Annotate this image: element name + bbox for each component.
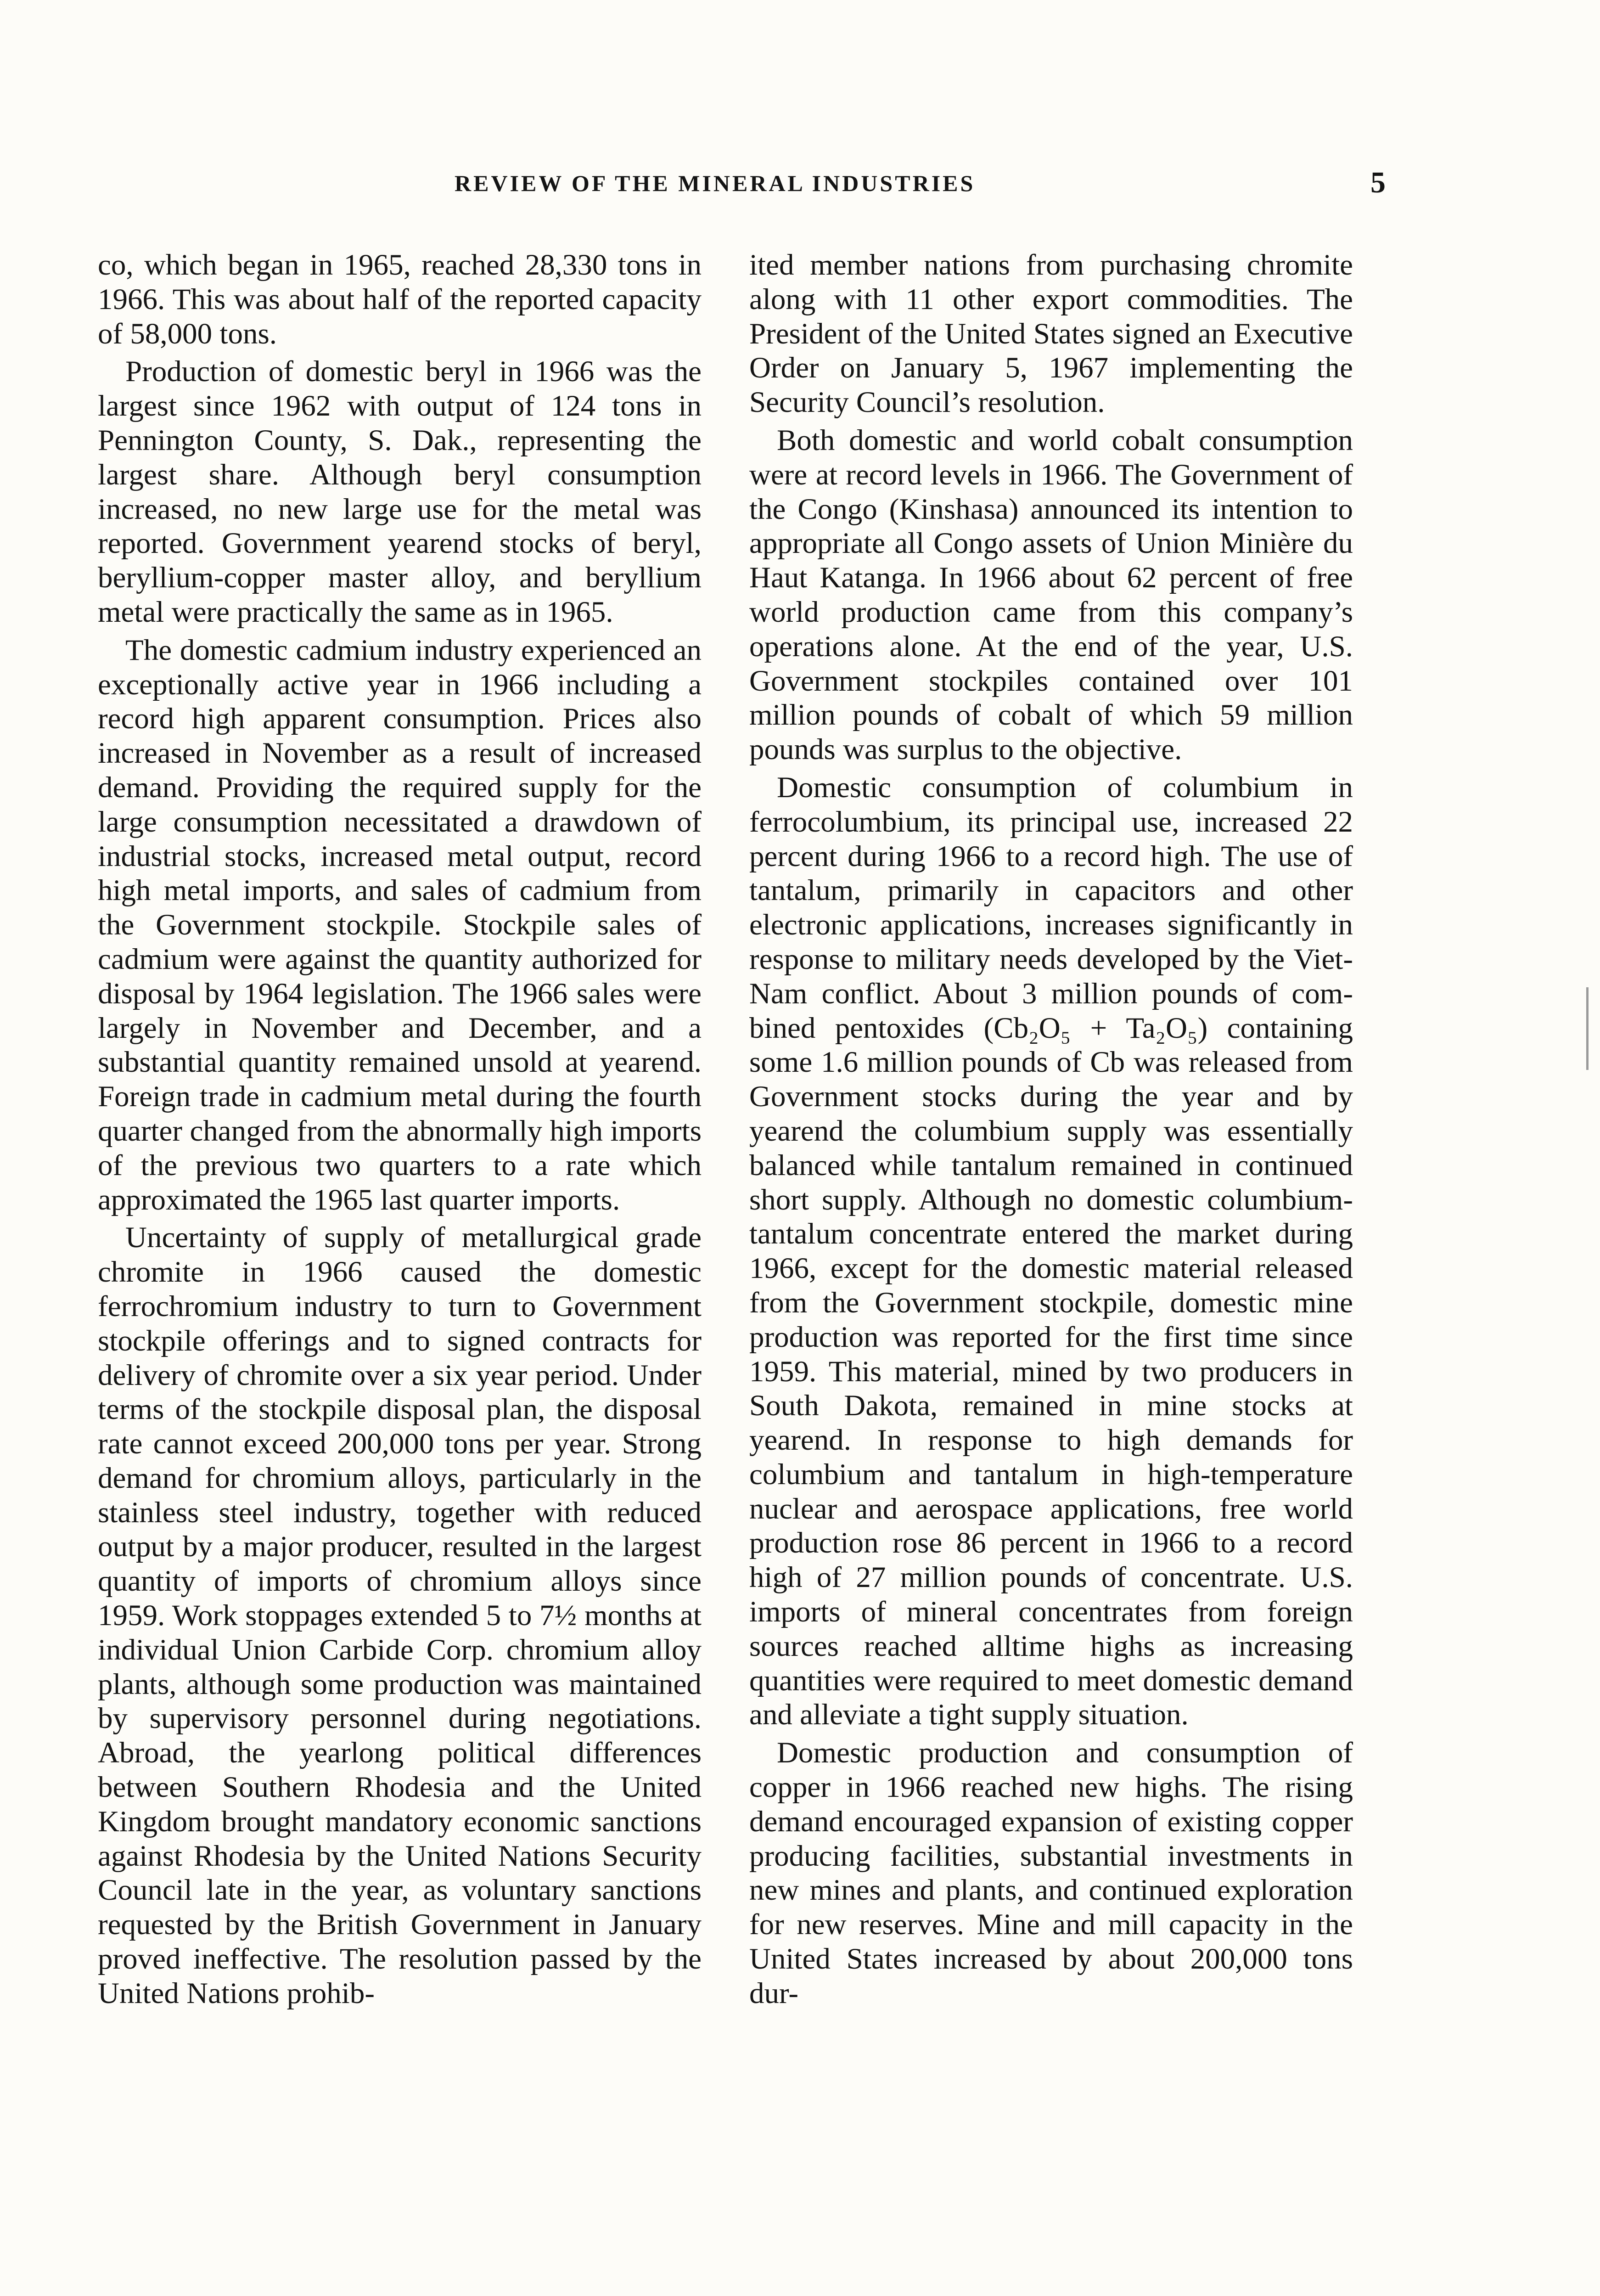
paragraph-columbium-tantalum: Domestic consumption of columbium in ferrocolumbium, its principal use, increased 22 percent during 1966 to a record high. The use of tantalum, primarily in capacitors and other electronic applications, increases significantly in response to military needs developed by the Viet-Nam conflict. About 3 million pounds of combined pentoxides (Cb₂O₅ + Ta₂O₅) containing some 1.6 million pounds of Cb was released from Government stocks during the year and by yearend the columbium supply was essentially balanced while tantalum remained in continued short supply. Although no domestic columbium-tantalum concentrate entered the market during 1966, except for the domestic material released from the Government stockpile, domestic mine production was reported for the first time since 1959. This material, mined by two producers in South Dakota, remained in mine stocks at yearend. In response to high demands for columbium and tantalum in high-temperature nuclear and aerospace applications, free world production rose 86 percent in 1966 to a record high of 27 million pounds of concentrate. U.S. imports of mineral concentrates from foreign sources reached alltime highs as increasing quantities were required to meet domestic demand and alleviate a tight supply situation. bbox=[749, 771, 1353, 1732]
paragraph-chromite: Uncertainty of supply of metallurgical grade chromite in 1966 caused the domestic ferrochromium industry to turn to Government stockpile offerings and to signed contracts for delivery of chromite over a six year period. Under terms of the stockpile disposal plan, the disposal rate cannot exceed 200,000 tons per year. Strong demand for chromium alloys, particularly in the stainless steel industry, together with reduced output by a major producer, resulted in the largest quantity of imports of chromium alloys since 1959. Work stoppages extended 5 to 7½ months at individual Union Carbide Corp. chromium alloy plants, although some production was maintained by supervisory personnel during negotiations. Abroad, the yearlong political differences between Southern Rhodesia and the United Kingdom brought mandatory economic sanctions against Rhodesia by the United Nations Security Council late in the year, as voluntary sanctions requested by the British Government in January proved ineffective. The resolution passed by the United Nations prohib- bbox=[98, 1221, 702, 2010]
left-column bbox=[98, 248, 702, 2011]
paragraph-beryl: Production of domestic beryl in 1966 was the largest since 1962 with output of 124 tons in Pennington County, S. Dak., representing the largest share. Although beryl consumption increased, no new large use for the metal was reported. Government yearend stocks of beryl, beryllium-copper master alloy, and beryllium metal were practically the same as in 1965. bbox=[98, 355, 702, 629]
paragraph-cobalt: Both domestic and world cobalt consumption were at record levels in 1966. The Government of the Congo (Kinshasa) announced its intention to appropriate all Congo assets of Union Minière du Haut Katanga. In 1966 about 62 percent of free world production came from this company’s operations alone. At the end of the year, U.S. Government stockpiles contained over 101 million pounds of cobalt of which 59 million pounds was surplus to the objective. bbox=[749, 423, 1353, 766]
paragraph-copper: Domestic production and consumption of copper in 1966 reached new highs. The rising demand encouraged expansion of existing copper producing facilities, substantial investments in new mines and plants, and continued exploration for new reserves. Mine and mill capacity in the United States increased by about 200,000 tons dur- bbox=[749, 1736, 1353, 2010]
margin-scan-mark bbox=[1586, 987, 1589, 1070]
paragraph-chromite-continued: ited member nations from purchasing chromite along with 11 other export commodities. The President of the United States signed an Executive Order on January 5, 1967 implementing the Security Council’s resolution. bbox=[749, 248, 1353, 419]
page-number: 5 bbox=[1370, 166, 1386, 199]
paragraph-cadmium: The domestic cadmium industry experienced an exceptionally active year in 1966 including a record high apparent consumption. Prices also increased in November as a result of increased demand. Providing the required supply for the large consumption necessitated a drawdown of industrial stocks, increased metal output, record high metal imports, and sales of cadmium from the Government stockpile. Stockpile sales of cadmium were against the quantity authorized for disposal by 1964 legislation. The 1966 sales were largely in November and December, and a substantial quantity remained unsold at yearend. Foreign trade in cadmium metal during the fourth quarter changed from the abnormally high imports of the previous two quarters to a rate which approximated the 1965 last quarter imports. bbox=[98, 633, 702, 1216]
paragraph-cobalt-continued: co, which began in 1965, reached 28,330 tons in 1966. This was about half of the reported capacity of 58,000 tons. bbox=[98, 248, 702, 350]
right-column bbox=[749, 248, 1353, 2011]
running-head: REVIEW OF THE MINERAL INDUSTRIES bbox=[455, 170, 976, 196]
